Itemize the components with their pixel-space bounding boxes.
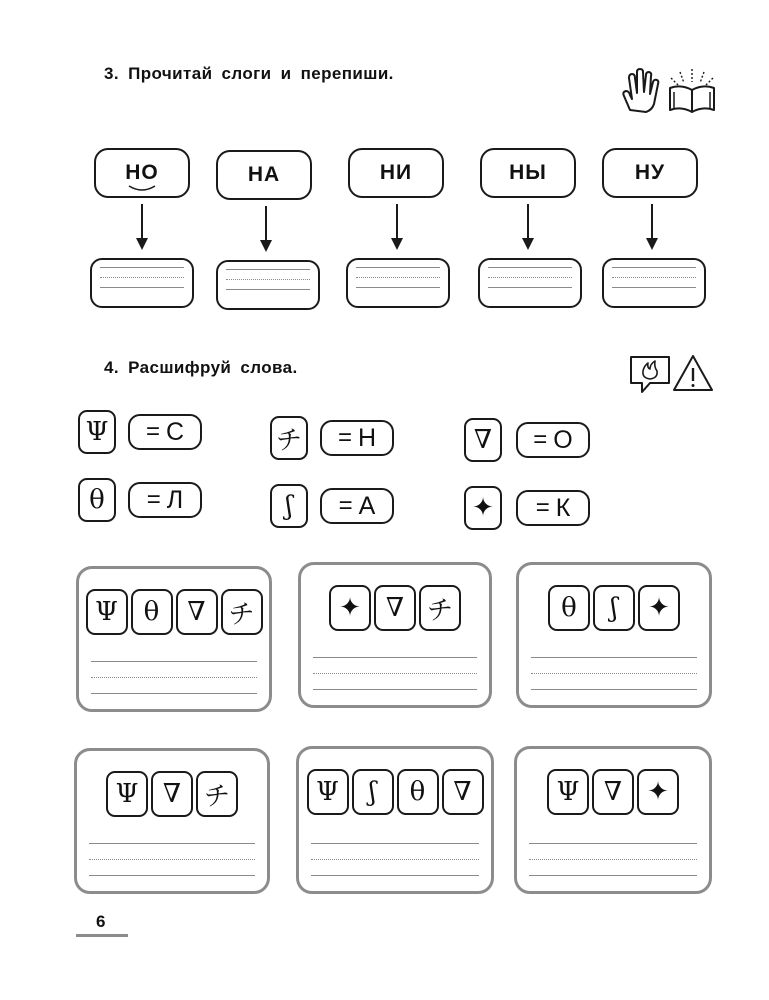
task3-title: 3. Прочитай слоги и перепиши. — [104, 64, 394, 83]
arrow-down-head — [260, 240, 272, 252]
speech-bubble-fire-icon — [631, 357, 669, 392]
key-value: = С — [128, 414, 202, 450]
cipher-tile: Ψ — [86, 589, 128, 635]
warning-icon — [674, 356, 712, 390]
answer-lines[interactable] — [313, 657, 477, 705]
cipher-tile: ✦ — [637, 769, 679, 815]
key-value: = О — [516, 422, 590, 458]
cipher-tile: ∇ — [151, 771, 193, 817]
answer-lines[interactable] — [311, 843, 479, 891]
puzzle-panel — [298, 562, 492, 708]
arrow-down — [141, 204, 143, 240]
key-symbol: θ — [78, 478, 116, 522]
key-symbol: チ — [270, 416, 308, 460]
cipher-tile: チ — [221, 589, 263, 635]
arrow-down-head — [522, 238, 534, 250]
writing-box[interactable] — [346, 258, 450, 308]
task4-icons — [628, 352, 714, 394]
key-letter: С — [165, 417, 185, 446]
cipher-tile: Ψ — [547, 769, 589, 815]
syllable-text: НА — [247, 163, 281, 186]
key-value: = К — [516, 490, 590, 526]
key-letter: Л — [166, 485, 184, 514]
key-letter: О — [553, 425, 573, 454]
arrow-down — [651, 204, 653, 240]
key-value: = Л — [128, 482, 202, 518]
syllable-text: НИ — [379, 161, 413, 184]
writing-box[interactable] — [602, 258, 706, 308]
key-value: = Н — [320, 420, 394, 456]
cipher-tile: ∇ — [176, 589, 218, 635]
syllable-box — [94, 148, 190, 198]
task3-icons — [618, 66, 728, 116]
key-symbol: ∇ — [464, 418, 502, 462]
key-symbol: ✦ — [464, 486, 502, 530]
key-letter: К — [555, 493, 571, 522]
page-number: 6 — [96, 912, 106, 931]
hand-icon — [623, 69, 658, 112]
cipher-tile: ✦ — [638, 585, 680, 631]
cipher-tile: ∇ — [442, 769, 484, 815]
writing-box[interactable] — [478, 258, 582, 308]
key-letter: А — [358, 491, 376, 520]
cipher-tiles — [517, 769, 709, 815]
task4-title: 4. Расшифруй слова. — [104, 358, 298, 377]
arrow-down-head — [646, 238, 658, 250]
puzzle-panel — [76, 566, 272, 712]
syllable-box — [348, 148, 444, 198]
puzzle-panel — [74, 748, 270, 894]
syllable-text: НО — [125, 161, 159, 184]
key-symbol: Ψ — [78, 410, 116, 454]
syllable-box — [480, 148, 576, 198]
syllable-text: НЫ — [509, 161, 547, 184]
cipher-tile: ʃ — [352, 769, 394, 815]
cipher-tiles — [519, 585, 709, 631]
puzzle-panel — [296, 746, 494, 894]
cipher-tile: θ — [397, 769, 439, 815]
cipher-tile: θ — [548, 585, 590, 631]
writing-box[interactable] — [216, 260, 320, 310]
key-letter: Н — [357, 423, 377, 452]
cipher-tiles — [79, 589, 269, 635]
answer-lines[interactable] — [89, 843, 255, 891]
cipher-tiles — [77, 771, 267, 817]
puzzle-panel — [516, 562, 712, 708]
syllable-box — [216, 150, 312, 200]
arrow-down — [396, 204, 398, 240]
arrow-down-head — [391, 238, 403, 250]
cipher-tile: ✦ — [329, 585, 371, 631]
page-number-rule — [76, 934, 128, 937]
key-symbol: ʃ — [270, 484, 308, 528]
answer-lines[interactable] — [531, 657, 697, 705]
open-book-icon — [670, 69, 714, 112]
cipher-tile: θ — [131, 589, 173, 635]
cipher-tiles — [299, 769, 491, 815]
answer-lines[interactable] — [91, 661, 257, 709]
syllable-box — [602, 148, 698, 198]
puzzle-panel — [514, 746, 712, 894]
cipher-tile: ∇ — [592, 769, 634, 815]
cipher-tile: チ — [419, 585, 461, 631]
arrow-down — [265, 206, 267, 242]
arc-mark-icon — [127, 184, 157, 192]
writing-box[interactable] — [90, 258, 194, 308]
answer-lines[interactable] — [529, 843, 697, 891]
cipher-tile: Ψ — [106, 771, 148, 817]
cipher-tile: チ — [196, 771, 238, 817]
arrow-down — [527, 204, 529, 240]
syllable-text: НУ — [634, 161, 666, 184]
key-value: = А — [320, 488, 394, 524]
arrow-down-head — [136, 238, 148, 250]
cipher-tiles — [301, 585, 489, 631]
cipher-tile: ʃ — [593, 585, 635, 631]
cipher-tile: ∇ — [374, 585, 416, 631]
cipher-tile: Ψ — [307, 769, 349, 815]
